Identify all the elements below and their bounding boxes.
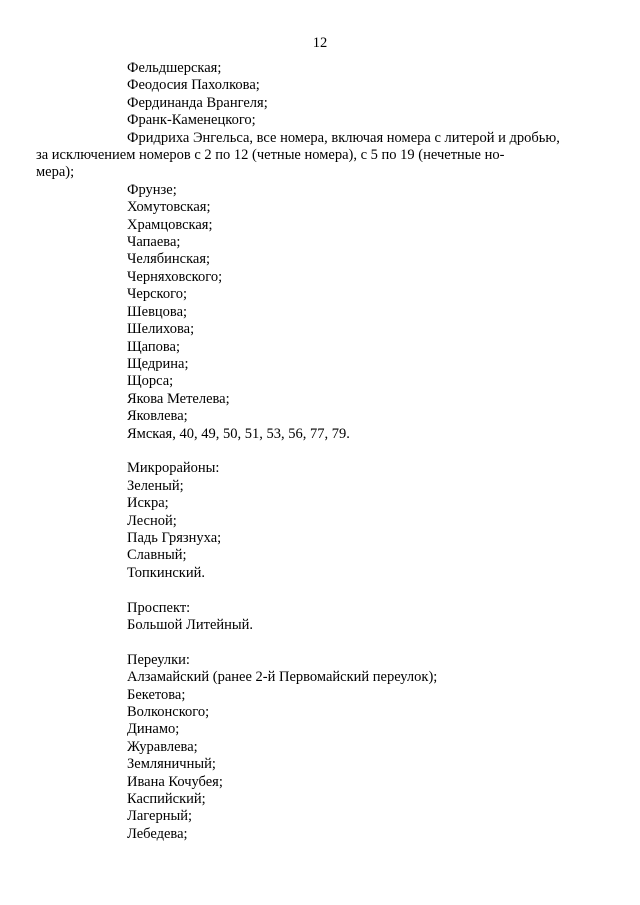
list-item: Ивана Кочубея; <box>127 773 223 790</box>
streets-more-list <box>116 182 576 443</box>
list-item: Якова Метелева; <box>127 390 230 407</box>
list-item: Фельдшерская; <box>127 60 222 76</box>
section-heading: Микрорайоны: <box>127 460 220 477</box>
list-item: Ямская, 40, 49, 50, 51, 53, 56, 77, 79. <box>127 425 350 442</box>
list-item: Падь Грязнуха; <box>127 529 222 546</box>
list-item: Чапаева; <box>127 234 181 251</box>
section-heading: Проспект: <box>127 599 191 616</box>
section-spacer <box>116 443 576 460</box>
list-item: Щапова; <box>127 338 181 355</box>
document-body <box>36 60 576 843</box>
list-item: Черняховского; <box>127 268 223 285</box>
list-item: Искра; <box>127 495 169 512</box>
lanes-section <box>116 652 576 843</box>
list-item: Славный; <box>127 547 187 564</box>
list-item: Каспийский; <box>127 791 206 808</box>
paragraph-line: за исключением номеров с 2 по 12 (четные номера), с 5 по 19 (нечетные но- <box>36 147 505 164</box>
microdistricts-section <box>116 460 576 582</box>
page-number: 12 <box>312 35 328 51</box>
list-item: Хомутовская; <box>127 199 211 216</box>
list-item: Черского; <box>127 286 187 303</box>
list-item: Лебедева; <box>127 825 188 842</box>
list-item: Фрунзе; <box>127 181 177 198</box>
list-item: Щорса; <box>127 373 174 390</box>
section-heading: Переулки: <box>127 651 190 668</box>
list-item: Алзамайский (ранее 2-й Первомайский переулок); <box>127 669 438 686</box>
list-item: Франк-Каменецкого; <box>127 112 256 129</box>
list-item: Топкинский. <box>127 564 205 581</box>
list-item: Челябинская; <box>127 251 211 268</box>
paragraph-line: мера); <box>36 164 75 181</box>
list-item: Большой Литейный. <box>127 616 254 633</box>
list-item: Шелихова; <box>127 321 195 338</box>
list-item: Фердинанда Врангеля; <box>127 94 268 111</box>
list-item: Лагерный; <box>127 808 193 825</box>
list-item: Земляничный; <box>127 756 216 773</box>
section-spacer <box>116 582 576 599</box>
list-item: Бекетова; <box>127 686 186 703</box>
streets-continued-list <box>116 60 576 130</box>
list-item: Яковлева; <box>127 408 188 425</box>
list-item: Лесной; <box>127 512 177 529</box>
avenue-section <box>116 600 576 635</box>
list-item: Журавлева; <box>127 738 198 755</box>
engels-street-paragraph <box>36 130 576 182</box>
list-item: Волконского; <box>127 703 210 720</box>
list-item: Зеленый; <box>127 477 184 494</box>
list-item: Динамо; <box>127 721 180 738</box>
section-spacer <box>116 634 576 651</box>
list-item: Храмцовская; <box>127 216 213 233</box>
list-item: Феодосия Пахолкова; <box>127 77 260 94</box>
list-item: Щедрина; <box>127 355 189 372</box>
paragraph-line: Фридриха Энгельса, все номера, включая номера с литерой и дробью, <box>127 129 560 146</box>
list-item: Шевцова; <box>127 303 188 320</box>
